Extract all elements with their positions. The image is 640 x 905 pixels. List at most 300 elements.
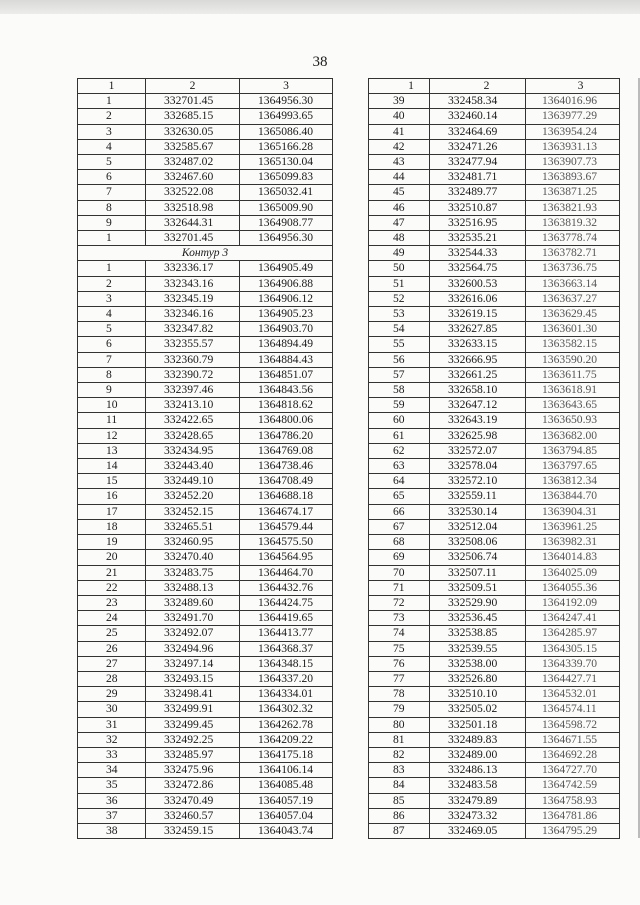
y-coordinate-cell: 1364993.65 xyxy=(240,109,333,124)
y-coordinate-cell: 1364843.56 xyxy=(240,383,333,398)
table-row xyxy=(369,489,620,504)
point-number-cell: 58 xyxy=(369,383,430,398)
point-number-cell: 4 xyxy=(78,307,146,322)
table-row xyxy=(78,778,333,793)
x-coordinate-cell: 332661.25 xyxy=(430,367,526,382)
point-number-cell: 86 xyxy=(369,808,430,823)
x-coordinate-cell: 332467.60 xyxy=(146,170,240,185)
y-coordinate-cell: 1363977.29 xyxy=(526,109,620,124)
x-coordinate-cell: 332470.40 xyxy=(146,550,240,565)
x-coordinate-cell: 332489.60 xyxy=(146,595,240,610)
x-coordinate-cell: 332633.15 xyxy=(430,337,526,352)
y-coordinate-cell: 1364464.70 xyxy=(240,565,333,580)
y-coordinate-cell: 1364800.06 xyxy=(240,413,333,428)
x-coordinate-cell: 332559.11 xyxy=(430,489,526,504)
y-coordinate-cell: 1365099.83 xyxy=(240,170,333,185)
table-row xyxy=(78,565,333,580)
point-number-cell: 26 xyxy=(78,641,146,656)
coordinates-table-right-body xyxy=(369,94,620,839)
y-coordinate-cell: 1364786.20 xyxy=(240,428,333,443)
point-number-cell: 17 xyxy=(78,504,146,519)
x-coordinate-cell: 332539.55 xyxy=(430,641,526,656)
table-row xyxy=(369,139,620,154)
table-row xyxy=(78,595,333,610)
point-number-cell: 9 xyxy=(78,383,146,398)
y-coordinate-cell: 1364906.88 xyxy=(240,276,333,291)
point-number-cell: 20 xyxy=(78,550,146,565)
column-header-y: 3 xyxy=(240,79,333,94)
table-row xyxy=(78,307,333,322)
point-number-cell: 56 xyxy=(369,352,430,367)
x-coordinate-cell: 332489.83 xyxy=(430,732,526,747)
table-row xyxy=(369,383,620,398)
table-row xyxy=(78,398,333,413)
table-row xyxy=(78,580,333,595)
point-number-cell: 63 xyxy=(369,459,430,474)
table-row xyxy=(78,215,333,230)
table-header-row xyxy=(78,79,333,94)
table-row xyxy=(78,459,333,474)
x-coordinate-cell: 332538.00 xyxy=(430,656,526,671)
x-coordinate-cell: 332443.40 xyxy=(146,459,240,474)
y-coordinate-cell: 1363629.45 xyxy=(526,307,620,322)
table-row xyxy=(369,94,620,109)
y-coordinate-cell: 1364769.08 xyxy=(240,443,333,458)
y-coordinate-cell: 1364956.30 xyxy=(240,94,333,109)
y-coordinate-cell: 1363904.31 xyxy=(526,504,620,519)
table-row xyxy=(369,565,620,580)
table-row xyxy=(78,747,333,762)
x-coordinate-cell: 332460.14 xyxy=(430,109,526,124)
point-number-cell: 29 xyxy=(78,687,146,702)
column-header-point: 1 xyxy=(369,79,430,94)
table-row xyxy=(78,656,333,671)
table-row xyxy=(369,626,620,641)
point-number-cell: 49 xyxy=(369,246,430,261)
x-coordinate-cell: 332472.86 xyxy=(146,778,240,793)
table-row xyxy=(369,246,620,261)
table-row xyxy=(78,626,333,641)
point-number-cell: 30 xyxy=(78,702,146,717)
y-coordinate-cell: 1364055.36 xyxy=(526,580,620,595)
y-coordinate-cell: 1364738.46 xyxy=(240,459,333,474)
contour-heading: Контур 3 xyxy=(78,246,333,261)
point-number-cell: 57 xyxy=(369,367,430,382)
x-coordinate-cell: 332625.98 xyxy=(430,428,526,443)
point-number-cell: 47 xyxy=(369,215,430,230)
point-number-cell: 87 xyxy=(369,823,430,838)
table-row xyxy=(78,246,333,261)
y-coordinate-cell: 1364247.41 xyxy=(526,611,620,626)
x-coordinate-cell: 332470.49 xyxy=(146,793,240,808)
point-number-cell: 15 xyxy=(78,474,146,489)
x-coordinate-cell: 332578.04 xyxy=(430,459,526,474)
x-coordinate-cell: 332343.16 xyxy=(146,276,240,291)
x-coordinate-cell: 332347.82 xyxy=(146,322,240,337)
table-row xyxy=(369,656,620,671)
point-number-cell: 70 xyxy=(369,565,430,580)
point-number-cell: 7 xyxy=(78,352,146,367)
x-coordinate-cell: 332658.10 xyxy=(430,383,526,398)
point-number-cell: 18 xyxy=(78,519,146,534)
point-number-cell: 66 xyxy=(369,504,430,519)
table-row xyxy=(369,808,620,823)
table-row xyxy=(78,535,333,550)
point-number-cell: 71 xyxy=(369,580,430,595)
table-row xyxy=(369,124,620,139)
table-row xyxy=(78,383,333,398)
x-coordinate-cell: 332572.07 xyxy=(430,443,526,458)
x-coordinate-cell: 332469.05 xyxy=(430,823,526,838)
x-coordinate-cell: 332492.07 xyxy=(146,626,240,641)
y-coordinate-cell: 1365086.40 xyxy=(240,124,333,139)
x-coordinate-cell: 332434.95 xyxy=(146,443,240,458)
table-row xyxy=(369,687,620,702)
x-coordinate-cell: 332509.51 xyxy=(430,580,526,595)
table-row xyxy=(78,337,333,352)
y-coordinate-cell: 1364692.28 xyxy=(526,747,620,762)
table-row xyxy=(78,170,333,185)
x-coordinate-cell: 332458.34 xyxy=(430,94,526,109)
coordinates-table-left xyxy=(77,78,333,839)
table-row xyxy=(78,428,333,443)
x-coordinate-cell: 332544.33 xyxy=(430,246,526,261)
y-coordinate-cell: 1365032.41 xyxy=(240,185,333,200)
point-number-cell: 59 xyxy=(369,398,430,413)
y-coordinate-cell: 1364598.72 xyxy=(526,717,620,732)
y-coordinate-cell: 1364742.59 xyxy=(526,778,620,793)
point-number-cell: 78 xyxy=(369,687,430,702)
point-number-cell: 60 xyxy=(369,413,430,428)
y-coordinate-cell: 1363582.15 xyxy=(526,337,620,352)
point-number-cell: 62 xyxy=(369,443,430,458)
table-row xyxy=(78,808,333,823)
scan-top-band xyxy=(0,0,640,14)
x-coordinate-cell: 332512.04 xyxy=(430,519,526,534)
table-row xyxy=(78,504,333,519)
point-number-cell: 38 xyxy=(78,823,146,838)
point-number-cell: 33 xyxy=(78,747,146,762)
y-coordinate-cell: 1364851.07 xyxy=(240,367,333,382)
table-row xyxy=(369,778,620,793)
y-coordinate-cell: 1364285.97 xyxy=(526,626,620,641)
x-coordinate-cell: 332459.15 xyxy=(146,823,240,838)
table-row xyxy=(369,580,620,595)
y-coordinate-cell: 1364348.15 xyxy=(240,656,333,671)
y-coordinate-cell: 1364688.18 xyxy=(240,489,333,504)
point-number-cell: 21 xyxy=(78,565,146,580)
point-number-cell: 65 xyxy=(369,489,430,504)
y-coordinate-cell: 1363794.85 xyxy=(526,443,620,458)
point-number-cell: 44 xyxy=(369,170,430,185)
y-coordinate-cell: 1364818.62 xyxy=(240,398,333,413)
point-number-cell: 27 xyxy=(78,656,146,671)
table-row xyxy=(78,291,333,306)
y-coordinate-cell: 1363812.34 xyxy=(526,474,620,489)
x-coordinate-cell: 332499.91 xyxy=(146,702,240,717)
y-coordinate-cell: 1364906.12 xyxy=(240,291,333,306)
y-coordinate-cell: 1363643.65 xyxy=(526,398,620,413)
y-coordinate-cell: 1365009.90 xyxy=(240,200,333,215)
table-header-row xyxy=(369,79,620,94)
point-number-cell: 24 xyxy=(78,611,146,626)
table-row xyxy=(369,519,620,534)
point-number-cell: 12 xyxy=(78,428,146,443)
table-row xyxy=(78,276,333,291)
x-coordinate-cell: 332530.14 xyxy=(430,504,526,519)
table-row xyxy=(369,261,620,276)
x-coordinate-cell: 332483.75 xyxy=(146,565,240,580)
point-number-cell: 67 xyxy=(369,519,430,534)
column-header-x: 2 xyxy=(146,79,240,94)
table-row xyxy=(369,702,620,717)
point-number-cell: 68 xyxy=(369,535,430,550)
point-number-cell: 82 xyxy=(369,747,430,762)
y-coordinate-cell: 1364413.77 xyxy=(240,626,333,641)
table-row xyxy=(78,702,333,717)
table-row xyxy=(369,276,620,291)
point-number-cell: 85 xyxy=(369,793,430,808)
point-number-cell: 54 xyxy=(369,322,430,337)
x-coordinate-cell: 332627.85 xyxy=(430,322,526,337)
x-coordinate-cell: 332449.10 xyxy=(146,474,240,489)
table-row xyxy=(78,443,333,458)
y-coordinate-cell: 1363821.93 xyxy=(526,200,620,215)
y-coordinate-cell: 1364192.09 xyxy=(526,595,620,610)
table-row xyxy=(78,732,333,747)
table-row xyxy=(78,352,333,367)
x-coordinate-cell: 332644.31 xyxy=(146,215,240,230)
table-row xyxy=(369,611,620,626)
point-number-cell: 8 xyxy=(78,367,146,382)
x-coordinate-cell: 332452.15 xyxy=(146,504,240,519)
point-number-cell: 11 xyxy=(78,413,146,428)
table-row xyxy=(369,793,620,808)
x-coordinate-cell: 332701.45 xyxy=(146,231,240,246)
x-coordinate-cell: 332505.02 xyxy=(430,702,526,717)
point-number-cell: 5 xyxy=(78,322,146,337)
point-number-cell: 80 xyxy=(369,717,430,732)
page-number: 38 xyxy=(312,54,328,70)
point-number-cell: 46 xyxy=(369,200,430,215)
point-number-cell: 51 xyxy=(369,276,430,291)
x-coordinate-cell: 332345.19 xyxy=(146,291,240,306)
y-coordinate-cell: 1363931.13 xyxy=(526,139,620,154)
x-coordinate-cell: 332492.25 xyxy=(146,732,240,747)
y-coordinate-cell: 1364884.43 xyxy=(240,352,333,367)
y-coordinate-cell: 1364532.01 xyxy=(526,687,620,702)
column-header-point: 1 xyxy=(78,79,146,94)
table-row xyxy=(369,671,620,686)
point-number-cell: 1 xyxy=(78,231,146,246)
table-row xyxy=(78,261,333,276)
point-number-cell: 28 xyxy=(78,671,146,686)
x-coordinate-cell: 332460.57 xyxy=(146,808,240,823)
point-number-cell: 34 xyxy=(78,763,146,778)
x-coordinate-cell: 332471.26 xyxy=(430,139,526,154)
y-coordinate-cell: 1364674.17 xyxy=(240,504,333,519)
table-row xyxy=(78,793,333,808)
point-number-cell: 81 xyxy=(369,732,430,747)
point-number-cell: 14 xyxy=(78,459,146,474)
column-header-x: 2 xyxy=(430,79,526,94)
coordinates-table-left-body xyxy=(78,94,333,839)
x-coordinate-cell: 332491.70 xyxy=(146,611,240,626)
y-coordinate-cell: 1364432.76 xyxy=(240,580,333,595)
table-row xyxy=(78,611,333,626)
point-number-cell: 77 xyxy=(369,671,430,686)
table-row xyxy=(369,823,620,838)
table-row xyxy=(369,200,620,215)
table-row xyxy=(369,747,620,762)
point-number-cell: 23 xyxy=(78,595,146,610)
point-number-cell: 22 xyxy=(78,580,146,595)
y-coordinate-cell: 1364337.20 xyxy=(240,671,333,686)
table-row xyxy=(369,322,620,337)
table-row xyxy=(369,367,620,382)
y-coordinate-cell: 1363611.75 xyxy=(526,367,620,382)
table-row xyxy=(78,641,333,656)
x-coordinate-cell: 332494.96 xyxy=(146,641,240,656)
y-coordinate-cell: 1364424.75 xyxy=(240,595,333,610)
point-number-cell: 43 xyxy=(369,155,430,170)
point-number-cell: 52 xyxy=(369,291,430,306)
table-row xyxy=(369,732,620,747)
point-number-cell: 84 xyxy=(369,778,430,793)
y-coordinate-cell: 1364427.71 xyxy=(526,671,620,686)
point-number-cell: 4 xyxy=(78,139,146,154)
point-number-cell: 16 xyxy=(78,489,146,504)
x-coordinate-cell: 332464.69 xyxy=(430,124,526,139)
y-coordinate-cell: 1364727.70 xyxy=(526,763,620,778)
x-coordinate-cell: 332522.08 xyxy=(146,185,240,200)
x-coordinate-cell: 332346.16 xyxy=(146,307,240,322)
x-coordinate-cell: 332390.72 xyxy=(146,367,240,382)
y-coordinate-cell: 1364016.96 xyxy=(526,94,620,109)
y-coordinate-cell: 1364057.19 xyxy=(240,793,333,808)
y-coordinate-cell: 1364956.30 xyxy=(240,231,333,246)
point-number-cell: 83 xyxy=(369,763,430,778)
table-row xyxy=(369,550,620,565)
y-coordinate-cell: 1363650.93 xyxy=(526,413,620,428)
y-coordinate-cell: 1363961.25 xyxy=(526,519,620,534)
table-row xyxy=(369,535,620,550)
point-number-cell: 5 xyxy=(78,155,146,170)
x-coordinate-cell: 332516.95 xyxy=(430,215,526,230)
table-row xyxy=(369,474,620,489)
x-coordinate-cell: 332585.67 xyxy=(146,139,240,154)
y-coordinate-cell: 1364903.70 xyxy=(240,322,333,337)
x-coordinate-cell: 332486.13 xyxy=(430,763,526,778)
point-number-cell: 13 xyxy=(78,443,146,458)
y-coordinate-cell: 1364564.95 xyxy=(240,550,333,565)
y-coordinate-cell: 1363893.67 xyxy=(526,170,620,185)
table-row xyxy=(369,291,620,306)
x-coordinate-cell: 332489.77 xyxy=(430,185,526,200)
x-coordinate-cell: 332536.45 xyxy=(430,611,526,626)
x-coordinate-cell: 332499.45 xyxy=(146,717,240,732)
x-coordinate-cell: 332477.94 xyxy=(430,155,526,170)
x-coordinate-cell: 332483.58 xyxy=(430,778,526,793)
point-number-cell: 2 xyxy=(78,276,146,291)
y-coordinate-cell: 1363782.71 xyxy=(526,246,620,261)
y-coordinate-cell: 1363601.30 xyxy=(526,322,620,337)
x-coordinate-cell: 332422.65 xyxy=(146,413,240,428)
x-coordinate-cell: 332465.51 xyxy=(146,519,240,534)
x-coordinate-cell: 332473.32 xyxy=(430,808,526,823)
table-row xyxy=(369,504,620,519)
y-coordinate-cell: 1363954.24 xyxy=(526,124,620,139)
table-row xyxy=(78,687,333,702)
y-coordinate-cell: 1364574.11 xyxy=(526,702,620,717)
y-coordinate-cell: 1364209.22 xyxy=(240,732,333,747)
point-number-cell: 42 xyxy=(369,139,430,154)
x-coordinate-cell: 332647.12 xyxy=(430,398,526,413)
table-row xyxy=(369,398,620,413)
point-number-cell: 61 xyxy=(369,428,430,443)
x-coordinate-cell: 332475.96 xyxy=(146,763,240,778)
point-number-cell: 75 xyxy=(369,641,430,656)
table-row xyxy=(78,231,333,246)
point-number-cell: 55 xyxy=(369,337,430,352)
y-coordinate-cell: 1364419.65 xyxy=(240,611,333,626)
y-coordinate-cell: 1364106.14 xyxy=(240,763,333,778)
y-coordinate-cell: 1364894.49 xyxy=(240,337,333,352)
y-coordinate-cell: 1364339.70 xyxy=(526,656,620,671)
table-row xyxy=(369,215,620,230)
table-row xyxy=(78,717,333,732)
table-row xyxy=(78,474,333,489)
table-row xyxy=(78,94,333,109)
y-coordinate-cell: 1364795.29 xyxy=(526,823,620,838)
coordinates-table-right xyxy=(368,78,620,839)
y-coordinate-cell: 1365166.28 xyxy=(240,139,333,154)
table-row xyxy=(369,641,620,656)
table-row xyxy=(369,231,620,246)
x-coordinate-cell: 332564.75 xyxy=(430,261,526,276)
y-coordinate-cell: 1364758.93 xyxy=(526,793,620,808)
table-row xyxy=(78,413,333,428)
point-number-cell: 69 xyxy=(369,550,430,565)
y-coordinate-cell: 1364305.15 xyxy=(526,641,620,656)
y-coordinate-cell: 1363736.75 xyxy=(526,261,620,276)
x-coordinate-cell: 332600.53 xyxy=(430,276,526,291)
table-row xyxy=(78,823,333,838)
point-number-cell: 32 xyxy=(78,732,146,747)
y-coordinate-cell: 1364057.04 xyxy=(240,808,333,823)
y-coordinate-cell: 1364175.18 xyxy=(240,747,333,762)
table-row xyxy=(369,170,620,185)
y-coordinate-cell: 1363982.31 xyxy=(526,535,620,550)
point-number-cell: 45 xyxy=(369,185,430,200)
table-row xyxy=(78,155,333,170)
x-coordinate-cell: 332336.17 xyxy=(146,261,240,276)
point-number-cell: 10 xyxy=(78,398,146,413)
x-coordinate-cell: 332460.95 xyxy=(146,535,240,550)
y-coordinate-cell: 1365130.04 xyxy=(240,155,333,170)
x-coordinate-cell: 332510.10 xyxy=(430,687,526,702)
point-number-cell: 6 xyxy=(78,337,146,352)
y-coordinate-cell: 1364014.83 xyxy=(526,550,620,565)
point-number-cell: 37 xyxy=(78,808,146,823)
y-coordinate-cell: 1364043.74 xyxy=(240,823,333,838)
point-number-cell: 48 xyxy=(369,231,430,246)
point-number-cell: 3 xyxy=(78,291,146,306)
table-row xyxy=(78,519,333,534)
table-row xyxy=(369,307,620,322)
x-coordinate-cell: 332485.97 xyxy=(146,747,240,762)
y-coordinate-cell: 1363797.65 xyxy=(526,459,620,474)
